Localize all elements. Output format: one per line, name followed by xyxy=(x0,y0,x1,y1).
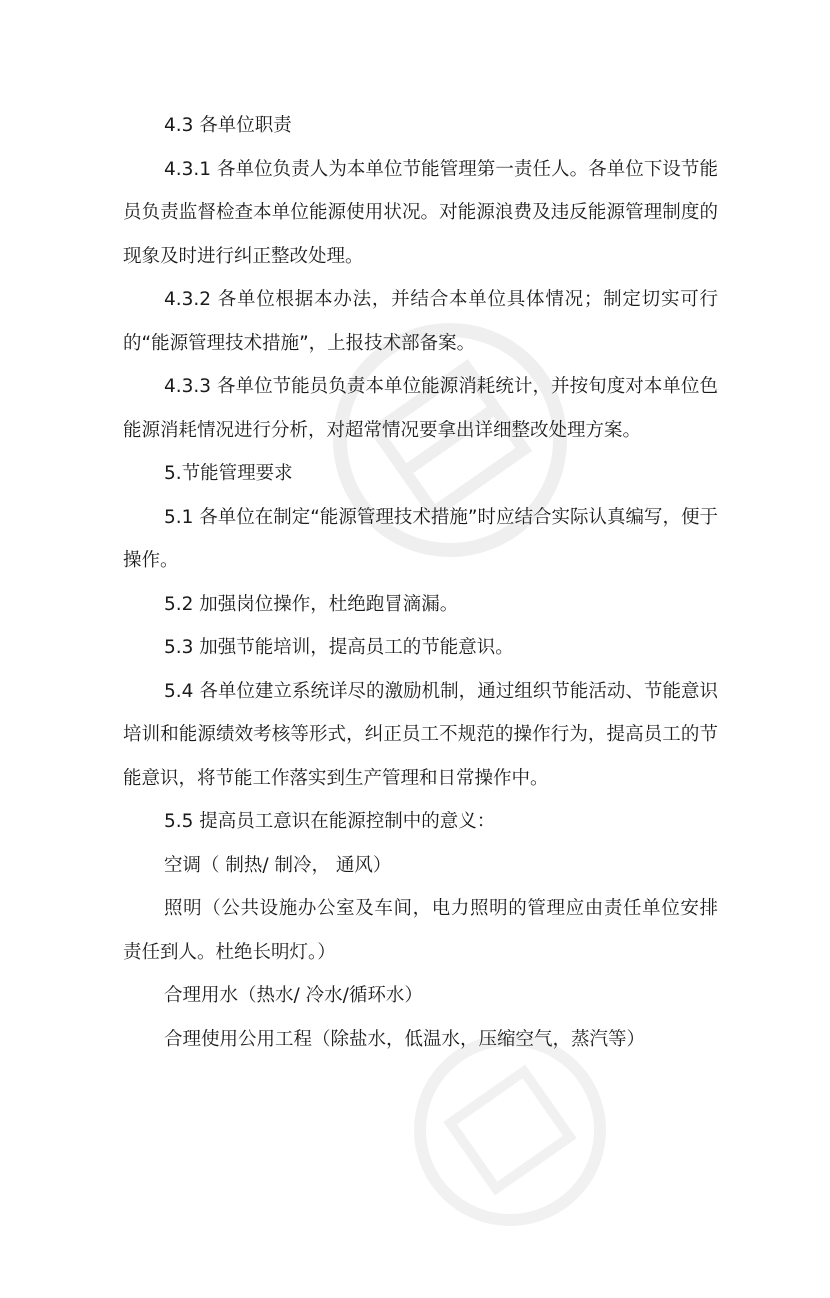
paragraph-5-2: 5.2 加强岗位操作，杜绝跑冒滴漏。 xyxy=(164,593,459,615)
list-item-water: 合理用水（热水/ 冷水/循环水） xyxy=(164,985,423,1006)
list-item-air-conditioning: 空调（ 制热/ 制冷， 通风） xyxy=(164,854,392,876)
paragraph-5-5: 5.5 提高员工意识在能源控制中的意义： xyxy=(164,811,496,832)
section-heading-4-3: 4.3 各单位职责 xyxy=(164,115,292,136)
list-item-lighting: 照明（公共设施办公室及车间，电力照明的管理应由责任单位安排责任到人。杜绝长明灯。） xyxy=(123,898,718,963)
paragraph-4-3-3: 4.3.3 各单位节能员负责本单位能源消耗统计，并按旬度对本单位色能源消耗情况进行分析，对超常情况要拿出详细整改处理方案。 xyxy=(123,376,718,441)
section-heading-5: 5.节能管理要求 xyxy=(164,463,293,484)
list-item-utilities: 合理使用公用工程（除盐水，低温水，压缩空气，蒸汽等） xyxy=(164,1028,646,1050)
paragraph-5-1: 5.1 各单位在制定“能源管理技术措施”时应结合实际认真编写，便于操作。 xyxy=(123,506,718,571)
paragraph-5-4: 5.4 各单位建立系统详尽的激励机制，通过组织节能活动、节能意识培训和能源绩效考核等形式，纠正员工不规范的操作行为，提高员工的节能意识，将节能工作落实到生产管理和日常操作中。 xyxy=(123,680,718,789)
paragraph-5-3: 5.3 加强节能培训，提高员工的节能意识。 xyxy=(164,637,514,658)
paragraph-4-3-2: 4.3.2 各单位根据本办法，并结合本单位具体情况；制定切实可行的“能源管理技术措施”，上报技术部备案。 xyxy=(123,289,718,354)
paragraph-4-3-1: 4.3.1 各单位负责人为本单位节能管理第一责任人。各单位下设节能员负责监督检查本单位能源使用状况。对能源浪费及违反能源管理制度的现象及时进行纠正整改处理。 xyxy=(123,158,718,267)
document-body xyxy=(123,104,718,1061)
